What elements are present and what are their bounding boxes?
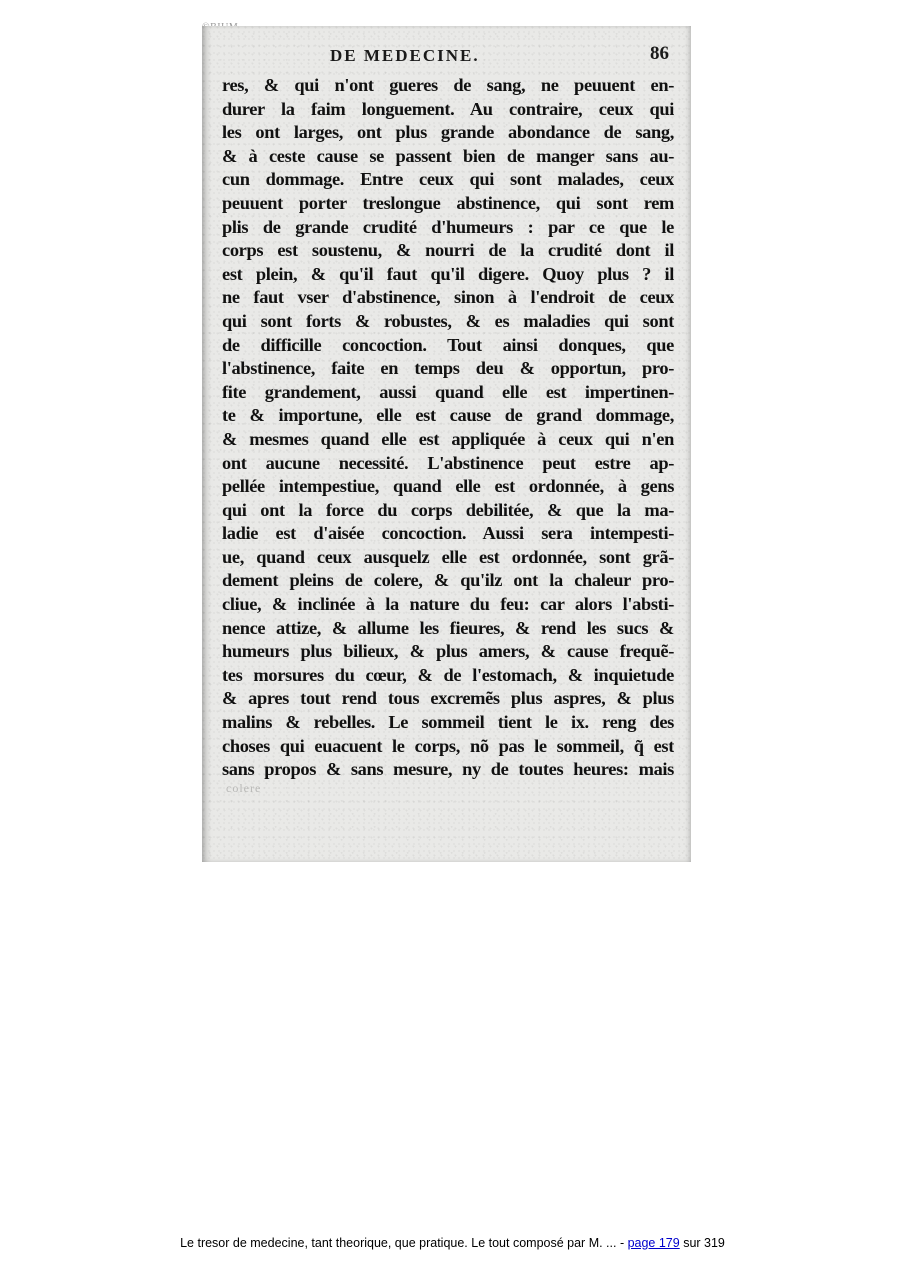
text-line: malins & rebelles. Le sommeil tient le ix. reng des xyxy=(222,712,674,733)
text-line: ont aucune necessité. L'abstinence peut estre ap- xyxy=(222,452,674,473)
text-line: qui sont forts & robustes, & es maladies qui sont xyxy=(222,310,674,331)
text-line: & apres tout rend tous excremẽs plus aspres, & plus xyxy=(222,688,674,709)
text-line: dement pleins de colere, & qu'ilz ont la chaleur pro- xyxy=(222,570,674,591)
text-line: humeurs plus bilieux, & plus amers, & cause frequẽ- xyxy=(222,641,674,662)
text-line: l'abstinence, faite en temps deu & opportun, pro- xyxy=(222,358,674,379)
text-line: peuuent porter treslongue abstinence, qui sont rem xyxy=(222,192,674,213)
text-line: plis de grande crudité d'humeurs : par ce que le xyxy=(222,216,674,237)
text-line: res, & qui n'ont gueres de sang, ne peuuent en- xyxy=(222,75,674,95)
text-line: qui ont la force du corps debilitée, & que la ma- xyxy=(222,499,674,520)
text-line: cun dommage. Entre ceux qui sont malades, ceux xyxy=(222,169,674,190)
text-line: & mesmes quand elle est appliquée à ceux qui n'en xyxy=(222,428,674,449)
page-link[interactable]: page 179 xyxy=(627,1236,680,1250)
footer-caption xyxy=(0,1236,905,1250)
text-line: cliue, & inclinée à la nature du feu: car alors l'absti- xyxy=(222,594,674,615)
text-line: ladie est d'aisée concoction. Aussi sera intempesti- xyxy=(222,523,674,544)
running-head: DE MEDECINE. xyxy=(330,46,480,65)
text-line: & à ceste cause se passent bien de manger sans au- xyxy=(222,145,674,166)
text-line: te & importune, elle est cause de grand dommage, xyxy=(222,405,674,426)
text-line: choses qui euacuent le corps, nõ pas le sommeil, q̃ est xyxy=(222,735,674,756)
page-number: 86 xyxy=(650,43,669,64)
text-line: sans propos & sans mesure, ny de toutes heures: mais xyxy=(222,759,674,780)
text-line: fite grandement, aussi quand elle est impertinen- xyxy=(222,381,674,402)
text-line: de difficille concoction. Tout ainsi donques, que xyxy=(222,334,674,355)
footer-title: Le tresor de medecine, tant theorique, que pratique. Le tout composé par M. ... - xyxy=(180,1236,628,1250)
text-line: tes morsures du cœur, & de l'estomach, & inquietude xyxy=(222,664,674,685)
text-line: les ont larges, ont plus grande abondance de sang, xyxy=(222,122,674,143)
text-line: nence attize, & allume les fieures, & rend les sucs & xyxy=(222,617,674,638)
text-line: corps est soustenu, & nourri de la crudité dont il xyxy=(222,240,674,261)
scanned-page xyxy=(202,26,691,862)
page-text-block xyxy=(222,74,674,782)
text-line: durer la faim longuement. Au contraire, ceux qui xyxy=(222,98,674,119)
text-line: ue, quand ceux ausquelz elle est ordonnée, sont grã- xyxy=(222,546,674,567)
text-line: pellée intempestiue, quand elle est ordonnée, à gens xyxy=(222,476,674,497)
text-line: ne faut vser d'abstinence, sinon à l'endroit de ceux xyxy=(222,287,674,308)
footer-page-count: sur 319 xyxy=(679,1236,725,1250)
faint-bleed-through-text: colere xyxy=(226,781,262,795)
text-line: est plein, & qu'il faut qu'il digere. Quoy plus ? il xyxy=(222,263,674,284)
